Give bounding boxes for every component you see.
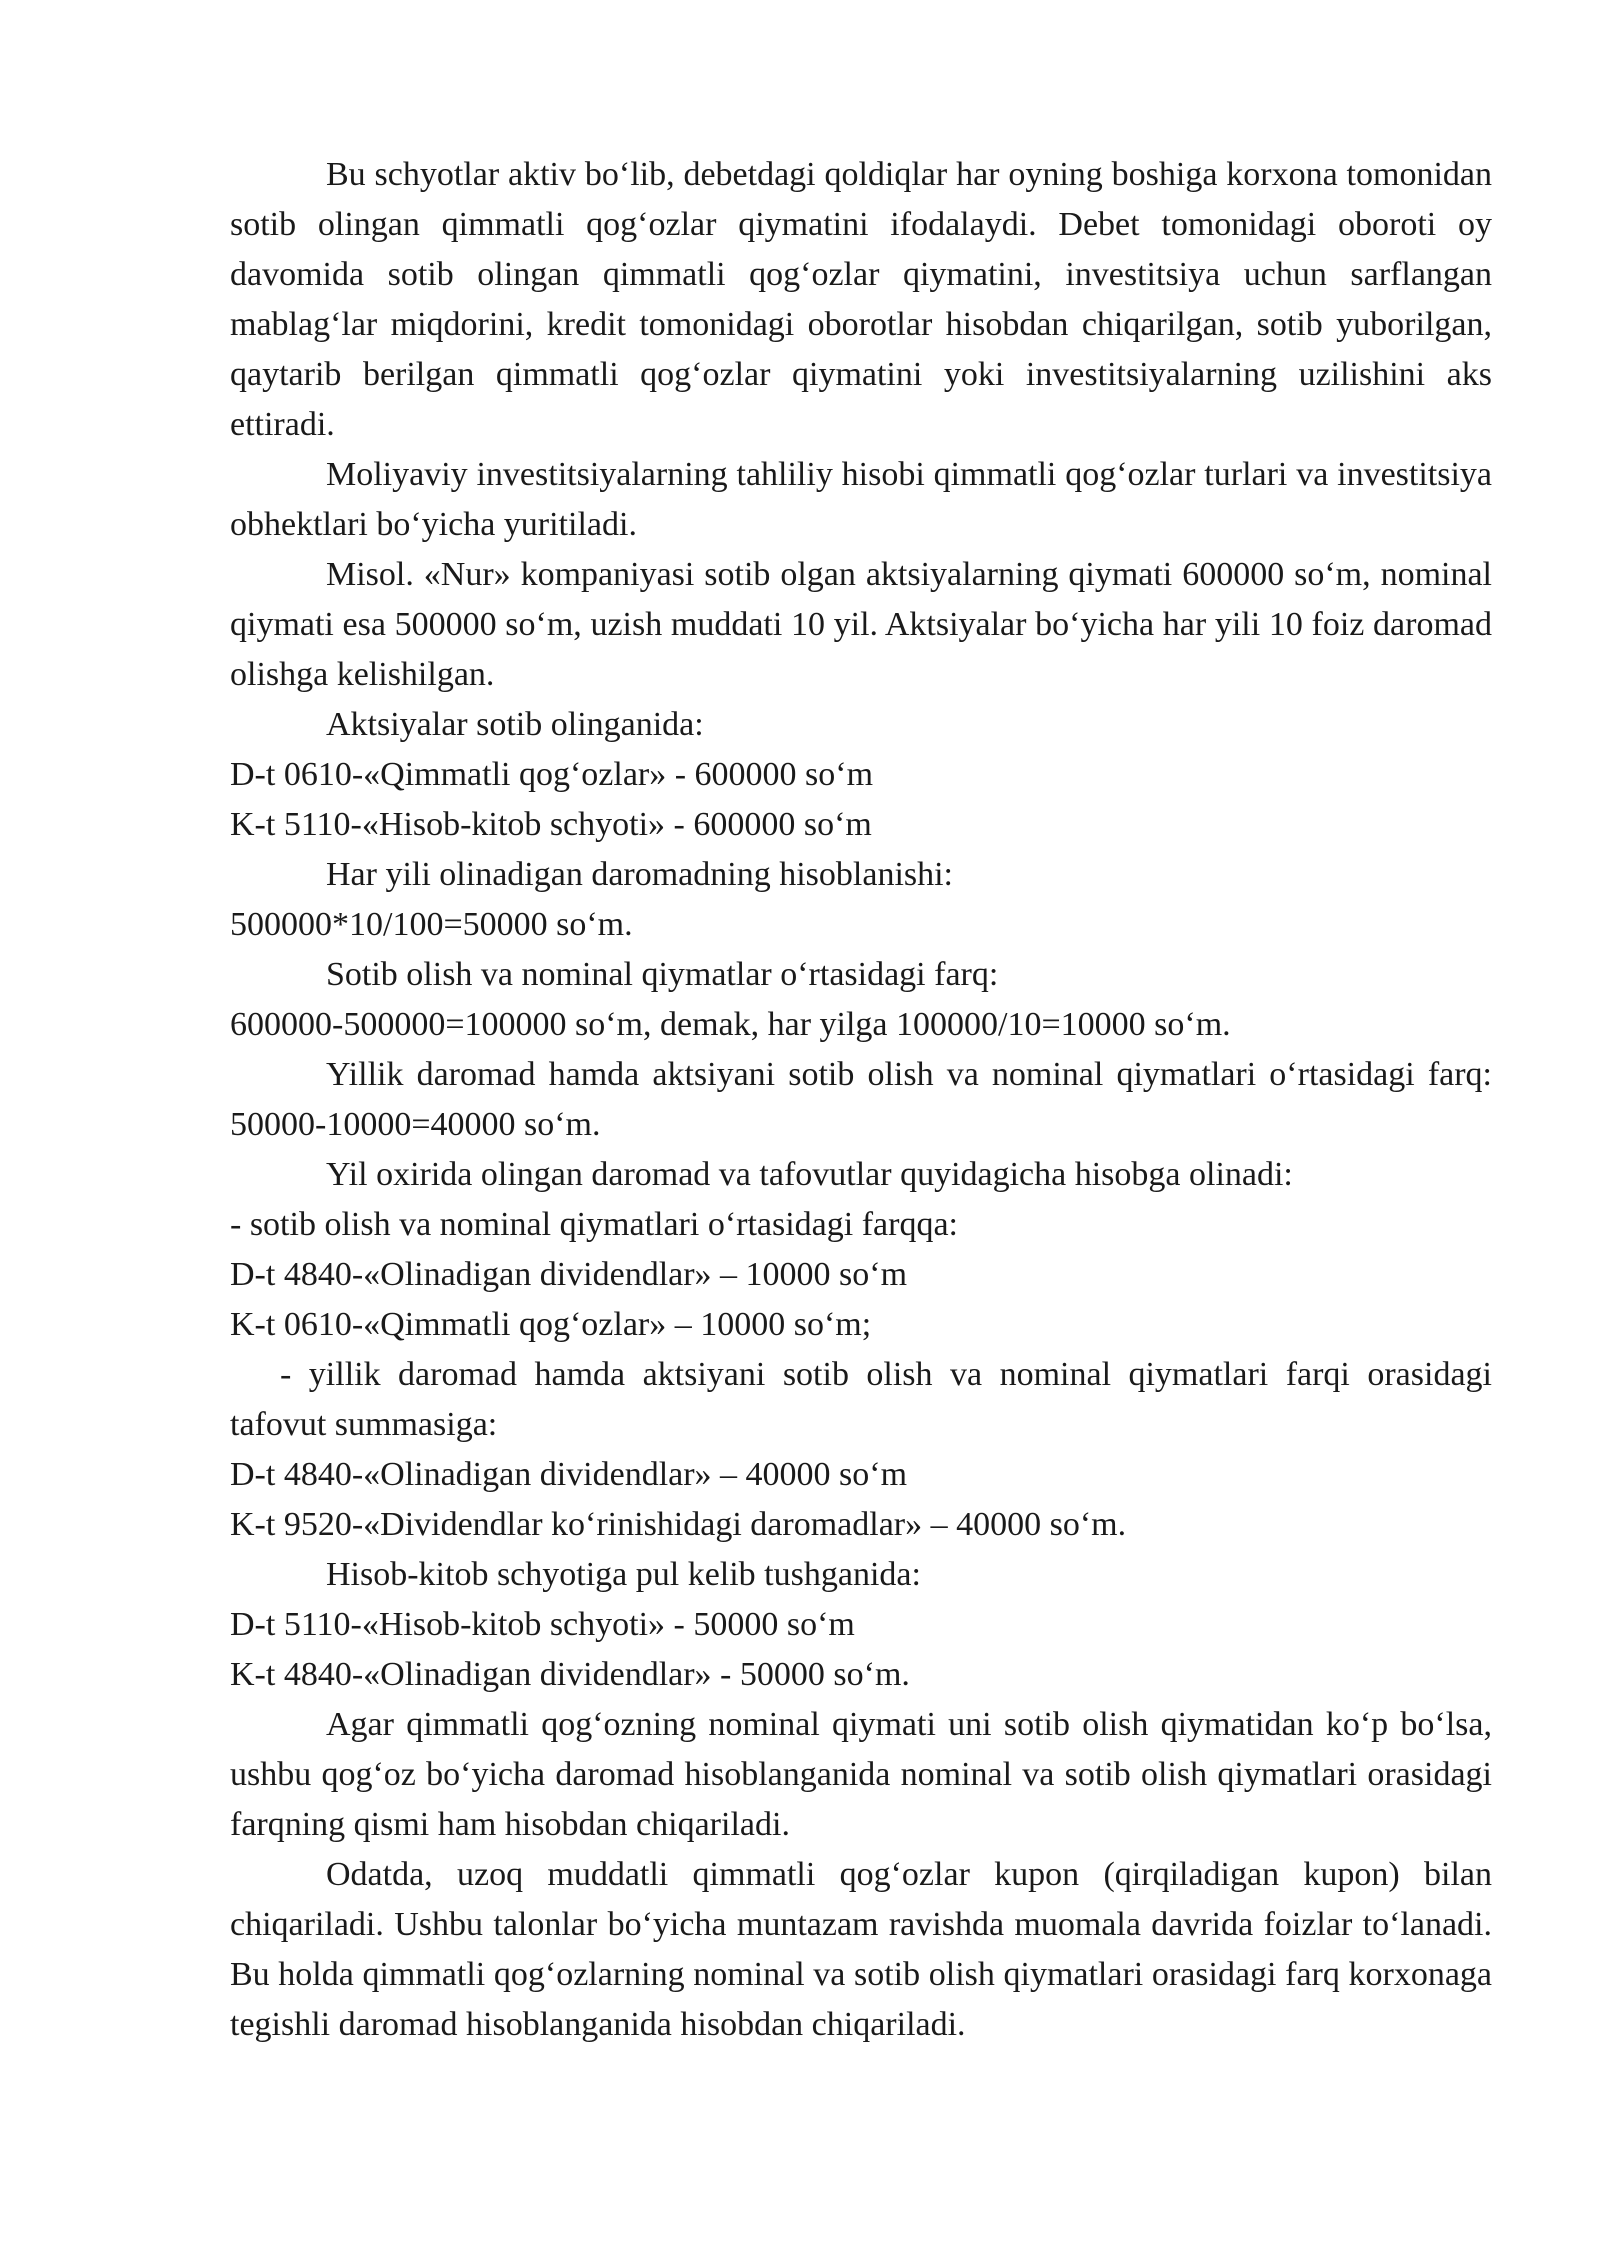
list-item: - sotib olish va nominal qiymatlari o‘rtasidagi farqqa: <box>230 1206 958 1243</box>
journal-entry-line: K-t 0610-«Qimmatli qog‘ozlar» – 10000 so‘m; <box>230 1306 872 1343</box>
document-page <box>230 150 1492 2050</box>
paragraph: Sotib olish va nominal qiymatlar o‘rtasidagi farq: <box>326 956 999 993</box>
paragraph: Misol. «Nur» kompaniyasi sotib olgan aktsiyalarning qiymati 600000 so‘m, nominal qiymati esa 500000 so‘m, uzish muddati 10 yil. Aktsiyalar bo‘yicha har yili 10 foiz daromad olishga kelishilgan. <box>230 556 1492 693</box>
paragraph: Moliyaviy investitsiyalarning tahliliy hisobi qimmatli qog‘ozlar turlari va investitsiya obhektlari bo‘yicha yuritiladi. <box>230 456 1492 543</box>
journal-entry-line: D-t 4840-«Olinadigan dividendlar» – 10000 so‘m <box>230 1256 908 1293</box>
formula-line: 500000*10/100=50000 so‘m. <box>230 906 633 943</box>
list-item: - yillik daromad hamda aktsiyani sotib olish va nominal qiymatlari farqi orasidagi tafovut summasiga: <box>230 1356 1492 1443</box>
paragraph: Yillik daromad hamda aktsiyani sotib olish va nominal qiymatlari o‘rtasidagi farq: 50000-10000=40000 so‘m. <box>230 1056 1492 1143</box>
journal-entry-line: K-t 5110-«Hisob-kitob schyoti» - 600000 so‘m <box>230 806 872 843</box>
paragraph: Aktsiyalar sotib olinganida: <box>326 706 704 743</box>
paragraph: Hisob-kitob schyotiga pul kelib tushganida: <box>326 1556 921 1593</box>
paragraph: Yil oxirida olingan daromad va tafovutlar quyidagicha hisobga olinadi: <box>326 1156 1293 1193</box>
journal-entry-line: K-t 9520-«Dividendlar ko‘rinishidagi daromadlar» – 40000 so‘m. <box>230 1506 1127 1543</box>
paragraph: Odatda, uzoq muddatli qimmatli qog‘ozlar kupon (qirqiladigan kupon) bilan chiqariladi. Ushbu talonlar bo‘yicha muntazam ravishda muomala davrida foizlar to‘lanadi. Bu holda qimmatli qog‘ozlarning nominal va sotib olish qiymatlari orasidagi farq korxonaga tegishli daromad hisoblanganida hisobdan chiqariladi. <box>230 1856 1492 2043</box>
paragraph: Agar qimmatli qog‘ozning nominal qiymati uni sotib olish qiymatidan ko‘p bo‘lsa, ushbu qog‘oz bo‘yicha daromad hisoblanganida nominal va sotib olish qiymatlari orasidagi farqning qismi ham hisobdan chiqariladi. <box>230 1706 1492 1843</box>
journal-entry-line: K-t 4840-«Olinadigan dividendlar» - 50000 so‘m. <box>230 1656 910 1693</box>
paragraph: Har yili olinadigan daromadning hisoblanishi: <box>326 856 954 893</box>
paragraph: Bu schyotlar aktiv bo‘lib, debetdagi qoldiqlar har oyning boshiga korxona tomonidan sotib olingan qimmatli qog‘ozlar qiymatini ifodalaydi. Debet tomonidagi oboroti oy davomida sotib olingan qimmatli qog‘ozlar qiymatini, investitsiya uchun sarflangan mablag‘lar miqdorini, kredit tomonidagi oborotlar hisobdan chiqarilgan, sotib yuborilgan, qaytarib berilgan qimmatli qog‘ozlar qiymatini yoki investitsiyalarning uzilishini aks ettiradi. <box>230 156 1492 443</box>
journal-entry-line: D-t 5110-«Hisob-kitob schyoti» - 50000 so‘m <box>230 1606 855 1643</box>
formula-line: 600000-500000=100000 so‘m, demak, har yilga 100000/10=10000 so‘m. <box>230 1006 1231 1043</box>
journal-entry-line: D-t 4840-«Olinadigan dividendlar» – 40000 so‘m <box>230 1456 908 1493</box>
journal-entry-line: D-t 0610-«Qimmatli qog‘ozlar» - 600000 so‘m <box>230 756 874 793</box>
